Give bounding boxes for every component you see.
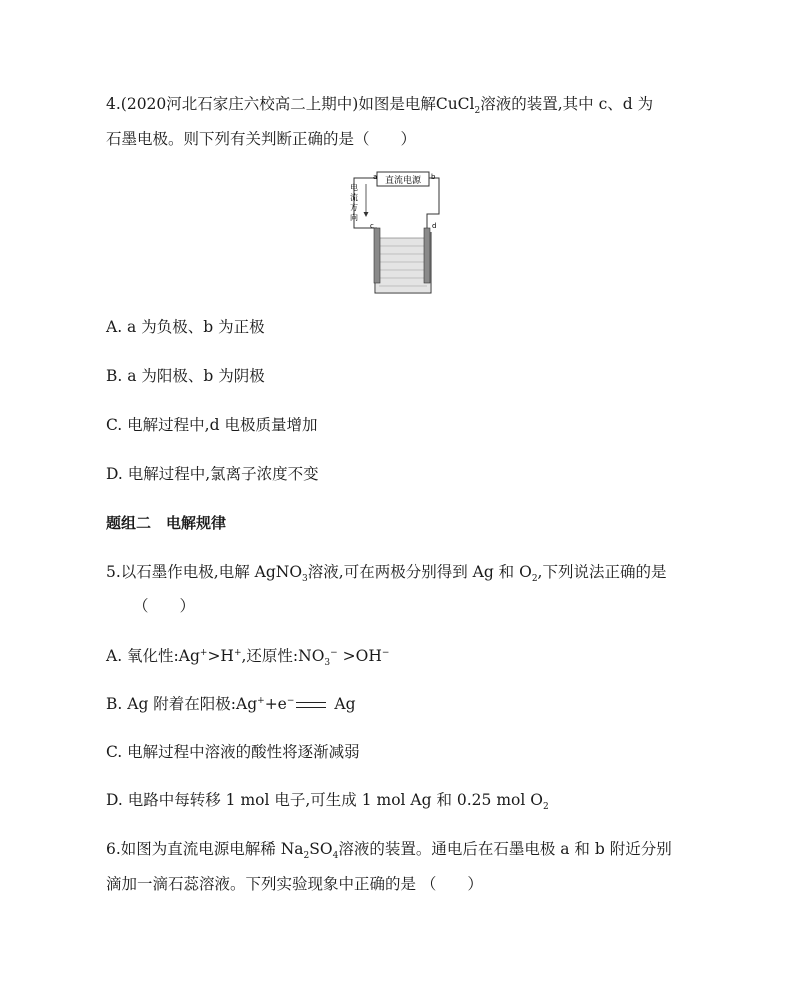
section-heading: 题组二 电解规律 xyxy=(106,514,227,532)
q5-b-sup-2: − xyxy=(286,695,295,706)
q5-a-text-2: >H xyxy=(207,647,234,665)
q5-answer-paren: （ ） xyxy=(133,597,196,615)
electrolysis-apparatus-figure xyxy=(347,170,447,298)
q4-option-a: A. a 为负极、b 为正极 xyxy=(106,318,265,336)
q5-a-sup-4: − xyxy=(381,647,390,658)
equation-equals-sign xyxy=(296,702,326,708)
q6-text-3: 溶液的装置。通电后在石墨电极 a 和 b 附近分别 xyxy=(338,840,672,858)
q5-b-text-3: Ag xyxy=(334,695,356,713)
q6-stem-line1 xyxy=(106,838,672,860)
terminal-a-label: a xyxy=(373,173,378,181)
q5-a-text-3: ,还原性:NO xyxy=(241,647,325,665)
q5-a-text-4: >OH xyxy=(337,647,382,665)
power-source-label: 直流电源 xyxy=(384,176,422,186)
q5-b-text-1: B. Ag 附着在阳极:Ag xyxy=(106,695,258,713)
q5-b-sup-1: + xyxy=(257,695,265,706)
electrode-c-label: c xyxy=(370,222,374,230)
q4-option-c: C. 电解过程中,d 电极质量增加 xyxy=(106,416,318,434)
q5-stem-text-b: 溶液,可在两极分别得到 Ag 和 O xyxy=(307,563,532,581)
q4-formula: CuCl xyxy=(435,95,475,113)
q5-d-sub: 2 xyxy=(542,802,549,813)
q6-text-2: SO xyxy=(309,840,333,858)
electrode-d xyxy=(424,228,430,283)
q5-option-d xyxy=(106,789,549,811)
q4-formula-sub: 2 xyxy=(474,106,481,117)
q5-b-text-2: +e xyxy=(264,695,287,713)
electrode-c xyxy=(374,228,380,283)
q5-stem-line1 xyxy=(106,561,666,583)
q5-a-sup-2: + xyxy=(233,647,242,658)
q4-stem-text: 4.(2020河北石家庄六校高二上期中)如图是电解 xyxy=(106,95,436,113)
q5-a-text-1: A. 氧化性:Ag xyxy=(106,647,200,665)
q5-d-text: D. 电路中每转移 1 mol 电子,可生成 1 mol Ag 和 0.25 mol O xyxy=(106,791,543,809)
q6-stem-line2: 滴加一滴石蕊溶液。下列实验现象中正确的是 （ ） xyxy=(106,875,483,893)
arrow-down-icon xyxy=(364,212,369,217)
q4-option-b: B. a 为阳极、b 为阴极 xyxy=(106,367,265,385)
q5-sub-2: 2 xyxy=(531,574,538,585)
q6-sub-1: 2 xyxy=(303,851,310,862)
q5-option-b xyxy=(106,693,356,715)
direction-char-4: 向 xyxy=(350,213,358,222)
q5-option-c: C. 电解过程中溶液的酸性将逐渐减弱 xyxy=(106,743,360,761)
direction-char-1: 电 xyxy=(350,183,358,192)
q5-sub-1: 3 xyxy=(302,574,308,585)
q4-stem-line1 xyxy=(106,93,653,115)
q4-option-d: D. 电解过程中,氯离子浓度不变 xyxy=(106,465,319,483)
q5-a-sup-1: + xyxy=(199,647,208,658)
q6-text-1: 6.如图为直流电源电解稀 Na xyxy=(106,840,304,858)
q5-stem-text-a: 5.以石墨作电极,电解 AgNO xyxy=(106,563,303,581)
q5-a-sup-3: − xyxy=(330,647,338,658)
electrode-d-label: d xyxy=(432,222,437,230)
q4-stem-text-b: 溶液的装置,其中 c、d 为 xyxy=(480,95,654,113)
q6-sub-2: 4 xyxy=(332,851,339,862)
direction-char-3: 方 xyxy=(350,203,358,212)
q5-a-sub-3: 3 xyxy=(324,658,331,669)
direction-char-2: 流 xyxy=(350,193,358,202)
q5-option-a xyxy=(106,645,389,667)
terminal-b-label: b xyxy=(431,173,436,181)
q4-stem-line2: 石墨电极。则下列有关判断正确的是（ ） xyxy=(106,130,417,148)
q5-stem-text-c: ,下列说法正确的是 xyxy=(537,563,667,581)
